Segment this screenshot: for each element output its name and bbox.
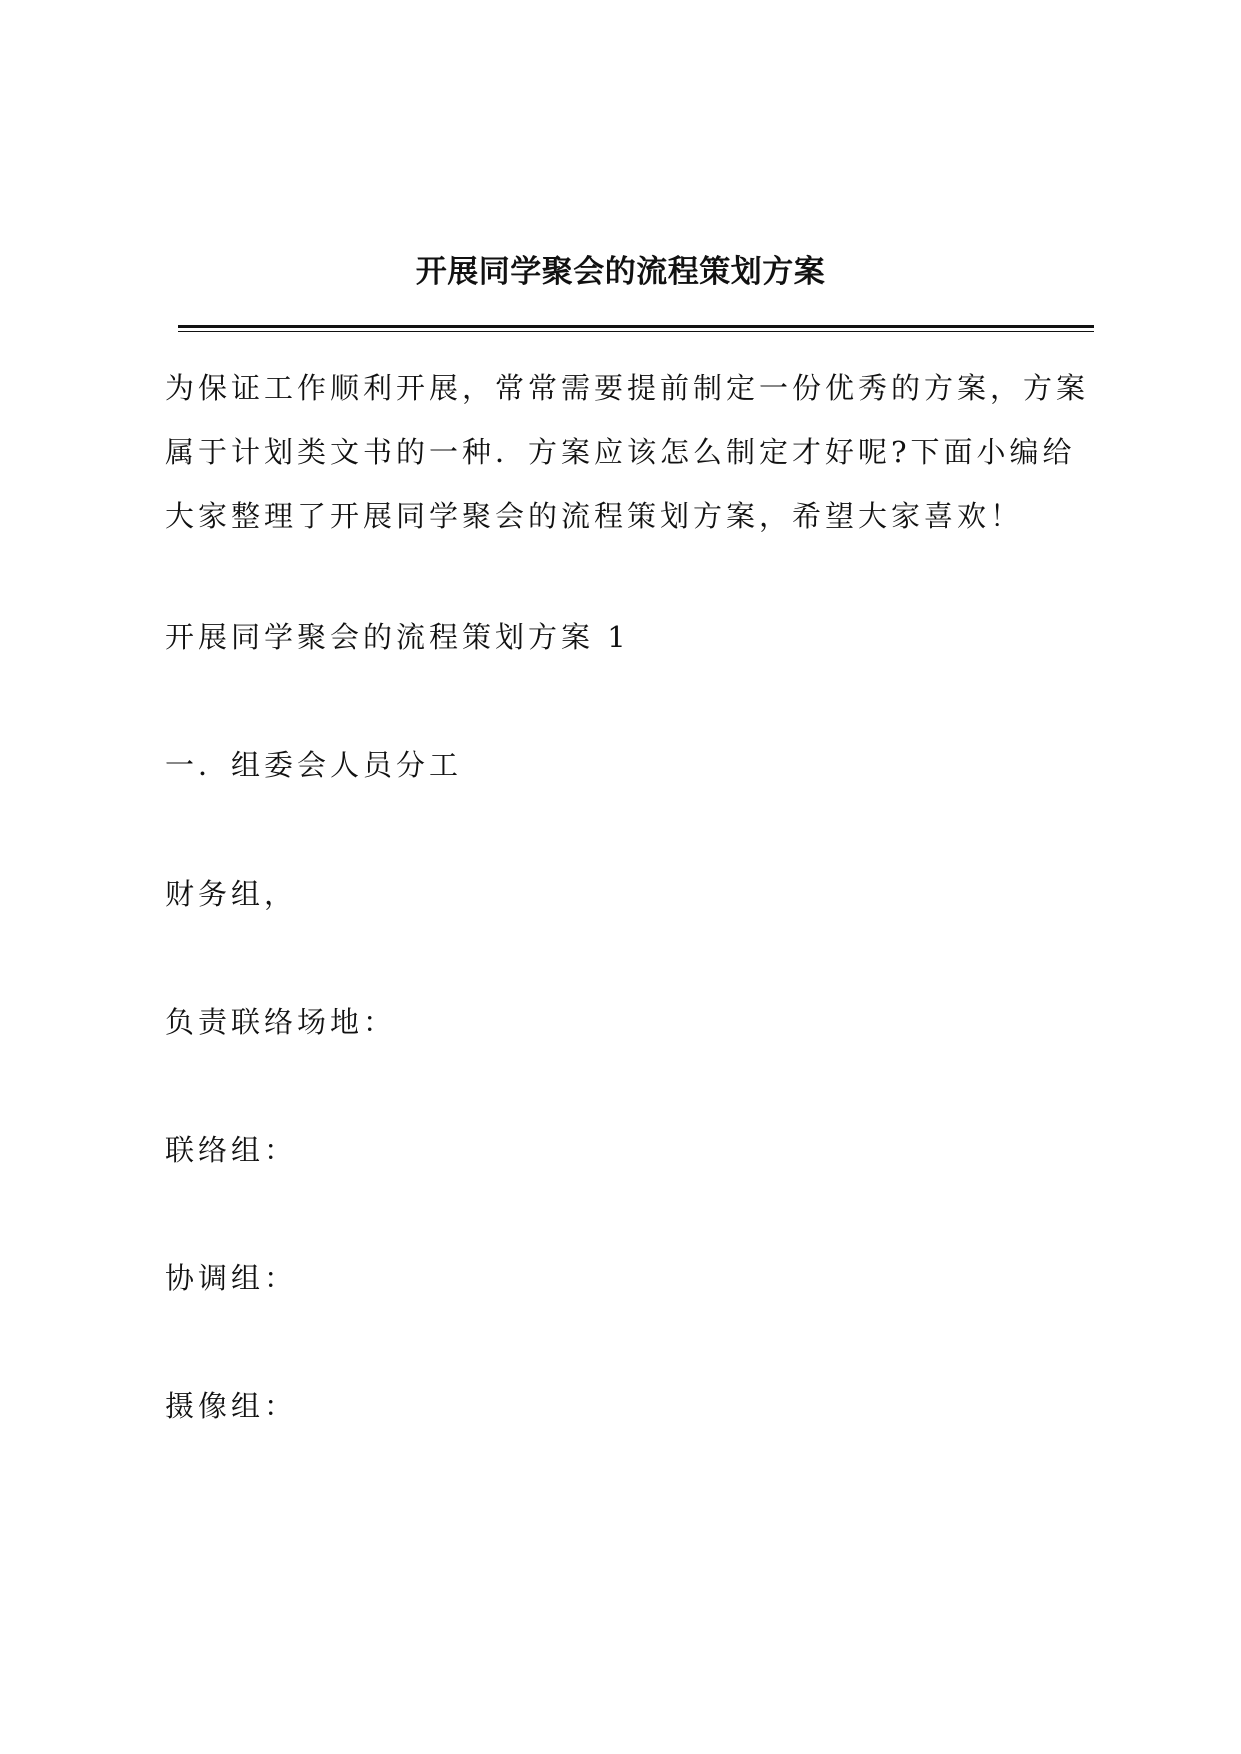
- intro-line: 为保证工作顺利开展，常常需要提前制定一份优秀的方案，方案: [165, 371, 1090, 405]
- page-title: 开展同学聚会的流程策划方案: [415, 254, 826, 290]
- paragraph: 协调组：: [165, 1261, 298, 1295]
- intro-line: 属于计划类文书的一种．方案应该怎么制定才好呢?下面小编给: [165, 435, 1076, 469]
- paragraph: 负责联络场地：: [165, 1005, 397, 1039]
- intro-paragraph: [165, 356, 1095, 548]
- paragraph: 财务组，: [165, 877, 298, 911]
- paragraph: 联络组：: [165, 1133, 298, 1167]
- title-divider: [178, 325, 1094, 328]
- intro-line: 大家整理了开展同学聚会的流程策划方案，希望大家喜欢！: [165, 499, 1024, 533]
- subsection-heading: 一．组委会人员分工: [165, 748, 463, 782]
- section-heading: 开展同学聚会的流程策划方案 1: [165, 620, 630, 654]
- title-divider-thin: [178, 331, 1094, 332]
- paragraph: 摄像组：: [165, 1389, 298, 1423]
